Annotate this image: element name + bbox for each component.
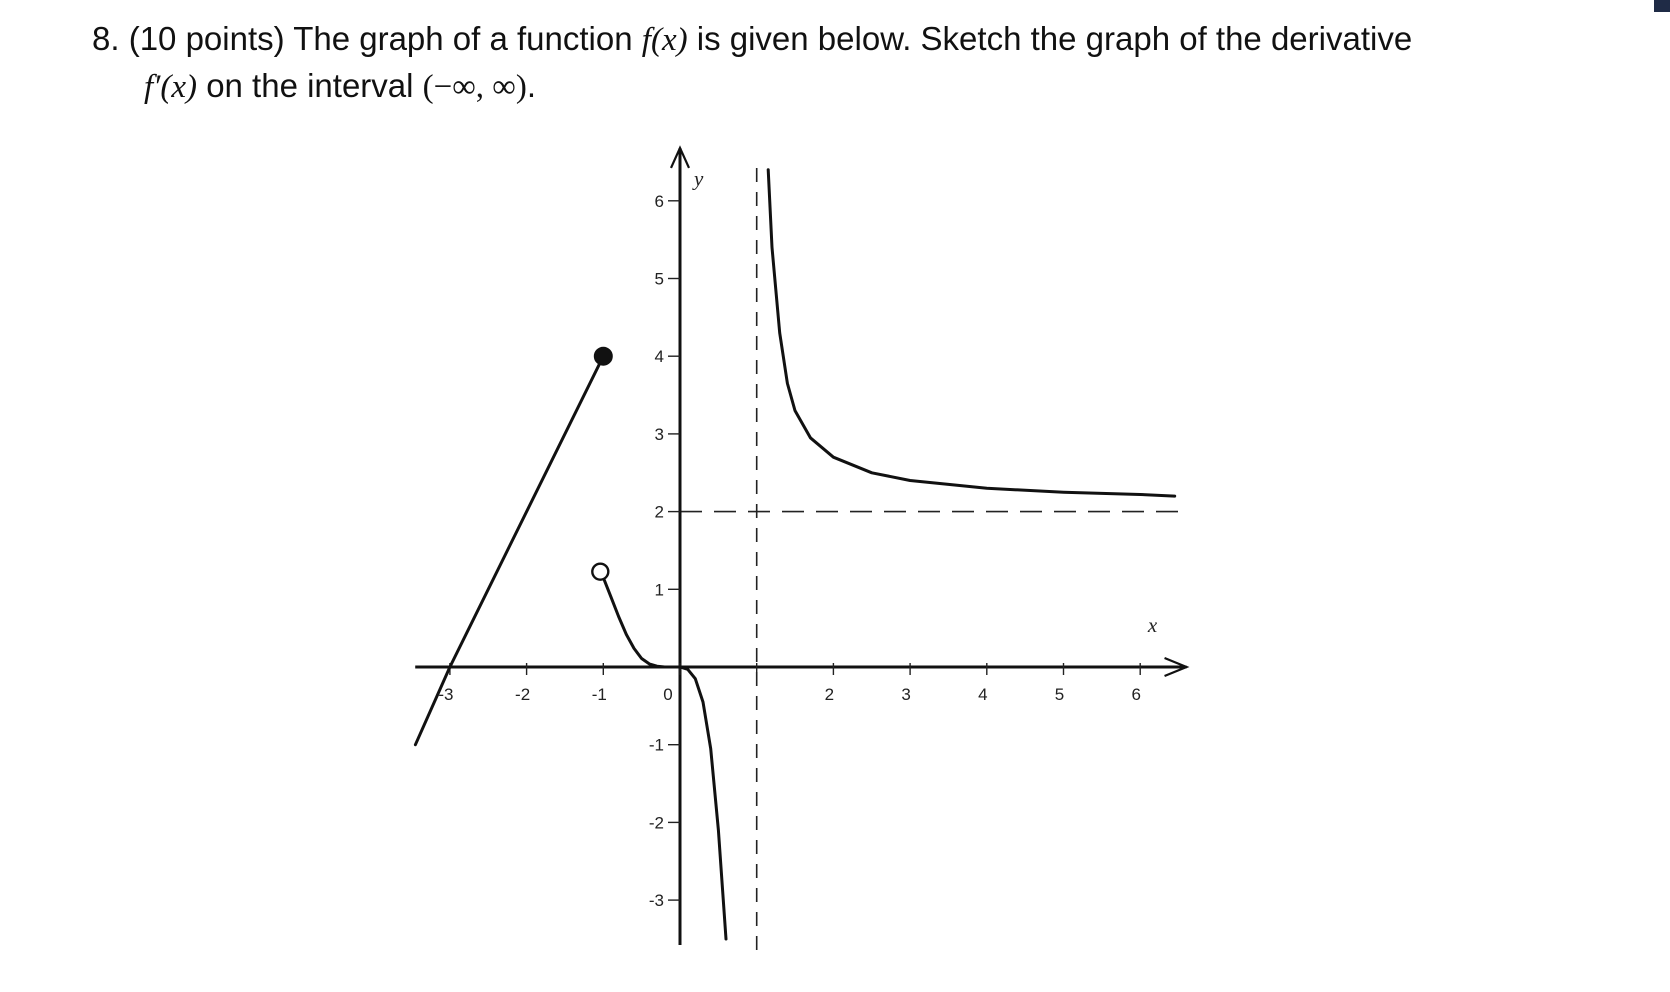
x-tick-label: 6	[1131, 685, 1141, 704]
x-tick-label: 5	[1054, 685, 1065, 704]
y-axis-label: y	[694, 166, 704, 191]
x-tick-label: -1	[591, 685, 607, 704]
y-tick-label: -2	[648, 813, 664, 833]
y-tick-label: -1	[648, 735, 664, 755]
function-notation: f(x)	[641, 22, 688, 58]
curve-piece-3	[768, 170, 1174, 496]
axes	[415, 148, 1186, 945]
ticks	[438, 192, 1141, 910]
closed-point	[594, 347, 612, 365]
markers	[592, 347, 612, 579]
period: .	[526, 67, 536, 104]
y-tick-label: 4	[654, 347, 664, 367]
x-tick-label: 3	[901, 685, 911, 704]
y-tick-label: 6	[654, 191, 664, 211]
corner-mark	[1654, 0, 1670, 12]
curve-piece-2	[603, 578, 726, 939]
y-tick-label: 5	[654, 269, 664, 289]
x-tick-label: -2	[515, 685, 531, 704]
x-tick-label: -3	[438, 685, 454, 704]
problem-text-3: on the interval	[206, 67, 414, 104]
problem-text-1: The graph of a function	[293, 20, 633, 57]
problem-number: 8.	[92, 20, 120, 57]
open-point	[592, 564, 608, 580]
x-tick-label: 4	[978, 685, 988, 704]
y-tick-label: -3	[648, 891, 664, 911]
x-axis-label: x	[1147, 613, 1158, 638]
problem-points: (10 points)	[128, 20, 285, 57]
interval-notation: (−∞, ∞)	[422, 69, 527, 105]
curves	[415, 170, 1174, 939]
x-tick-label: 2	[824, 685, 835, 704]
asymptotes	[680, 168, 1179, 955]
problem-text-2: is given below. Sketch the graph of the derivative	[696, 20, 1413, 57]
derivative-notation: f′(x)	[144, 69, 198, 105]
y-tick-label: 3	[654, 424, 664, 444]
y-tick-label: 1	[654, 580, 664, 600]
y-tick-label: 2	[654, 502, 664, 522]
x-tick-label: 0	[663, 685, 673, 704]
